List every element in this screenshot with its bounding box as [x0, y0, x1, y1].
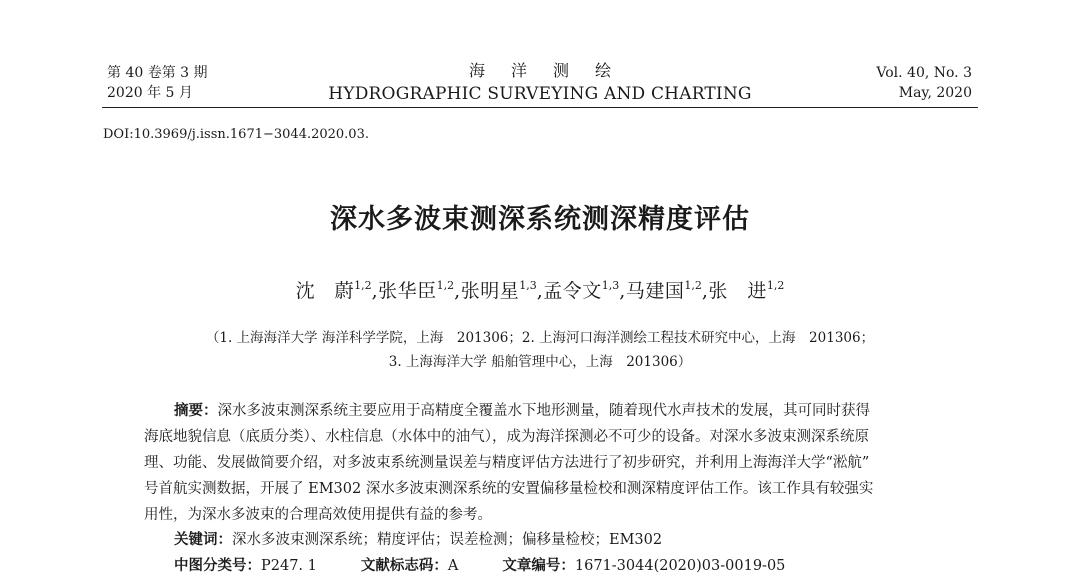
classification-info — [174, 556, 785, 576]
doi: DOI:10.3969/j.issn.1671−3044.2020.03. — [103, 127, 369, 142]
author-separator: , — [701, 280, 709, 302]
author — [378, 280, 454, 302]
affiliations-line-1: （1. 上海海洋大学 海洋科学学院，上海 201306；2. 上海河口海洋测绘工程技术研究中心，上海 201306； — [205, 330, 875, 346]
author-name: 马建国 — [625, 280, 685, 302]
header-date-cn: 2020 年 5 月 — [107, 85, 193, 101]
document-code-label: 文献标志码： — [360, 558, 448, 574]
author-separator: , — [619, 280, 626, 302]
abstract-label: 摘要： — [174, 403, 218, 419]
keywords — [174, 530, 662, 550]
author — [626, 280, 702, 302]
clc-number — [174, 558, 317, 574]
article-number-label: 文章编号： — [502, 558, 575, 574]
document-code-value: A — [447, 558, 459, 574]
header-date-en: May, 2020 — [898, 85, 972, 101]
author-list — [0, 276, 1080, 303]
author-affiliation-mark: 1,3 — [601, 279, 620, 292]
journal-name-cn: 海洋测绘 — [468, 61, 637, 80]
abstract-line-5: 用性，为深水多波束的合理高效使用提供有益的参考。 — [144, 507, 492, 523]
author-affiliation-mark: 1,2 — [436, 279, 455, 292]
journal-name-en: HYDROGRAPHIC SURVEYING AND CHARTING — [328, 84, 752, 104]
abstract-line-2: 海底地貌信息（底质分类）、水柱信息（水体中的油气），成为海洋探测必不可少的设备。对深水多波束测深系统原 — [144, 429, 869, 445]
author-name: 张明星 — [460, 280, 520, 302]
abstract-line-3: 理、功能、发展做简要介绍，对多波束系统测量误差与精度评估方法进行了初步研究，并利用上海海洋大学“淞航” — [144, 455, 870, 471]
abstract-line-4: 号首航实测数据，开展了 EM302 深水多波束测深系统的安置偏移量检校和测深精度评估工作。该工作具有较强实 — [144, 481, 874, 497]
author-name: 沈 蔚 — [295, 280, 355, 302]
abstract-text: 深水多波束测深系统主要应用于高精度全覆盖水下地形测量，随着现代水声技术的发展，其可同时获得 — [217, 403, 870, 419]
article-number — [502, 558, 785, 574]
affiliations-line-2: 3. 上海海洋大学 船舶管理中心，上海 201306） — [388, 354, 692, 370]
document-code — [361, 558, 458, 574]
header-volume-en: Vol. 40, No. 3 — [876, 65, 972, 81]
header-volume-info-en — [876, 63, 972, 103]
article-number-value: 1671-3044(2020)03-0019-05 — [574, 558, 786, 574]
author-name: 孟令文 — [543, 280, 602, 302]
header-rule — [102, 107, 978, 108]
author-separator: , — [536, 280, 544, 302]
author-separator: , — [371, 280, 379, 302]
author — [461, 280, 537, 302]
author-affiliation-mark: 1,3 — [519, 279, 537, 292]
paper-title: 深水多波束测深系统测深精度评估 — [330, 204, 750, 235]
author-affiliation-mark: 1,2 — [684, 279, 702, 292]
author-name: 张 进 — [708, 280, 767, 302]
author — [296, 280, 372, 302]
keywords-label: 关键词： — [174, 532, 232, 548]
author-separator: , — [454, 280, 461, 302]
author-affiliation-mark: 1,2 — [766, 279, 785, 292]
header-volume-issue: 第 40 卷第 3 期 — [107, 65, 208, 81]
author-affiliation-mark: 1,2 — [354, 279, 372, 292]
author — [708, 280, 784, 302]
author-name: 张华臣 — [378, 280, 437, 302]
clc-value: P247. 1 — [261, 558, 317, 574]
clc-label: 中图分类号： — [174, 558, 261, 574]
abstract-line-1 — [174, 401, 870, 421]
keywords-value: 深水多波束测深系统；精度评估；误差检测；偏移量检校；EM302 — [232, 532, 663, 548]
author — [543, 280, 619, 302]
